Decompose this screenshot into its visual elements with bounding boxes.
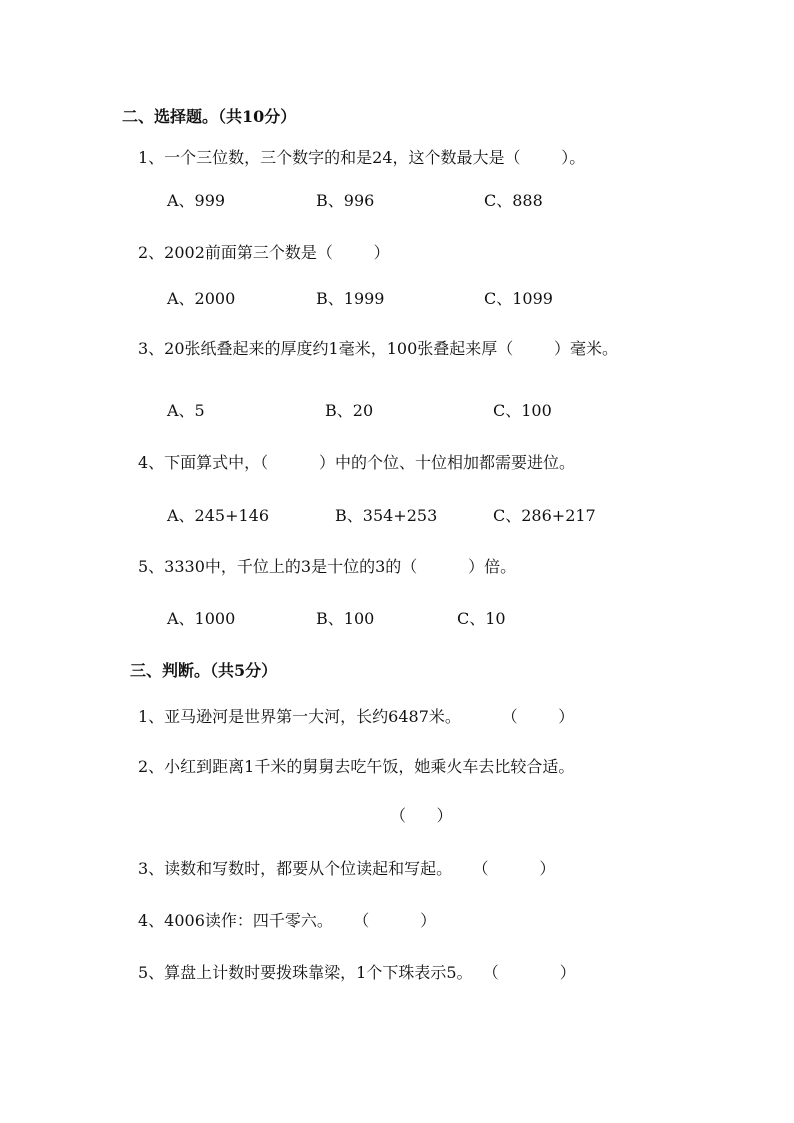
judge-item-2-blank: （ ）: [390, 806, 453, 825]
question-3: 3、20张纸叠起来的厚度约1毫米，100张叠起来厚（ ）毫米。: [138, 339, 618, 358]
judge-item-5: 5、算盘上计数时要拨珠靠梁，1个下珠表示5。 （ ）: [138, 963, 576, 982]
question-1: 1、一个三位数，三个数字的和是24，这个数最大是（ ）。: [138, 148, 586, 167]
q5-option-c: C、10: [457, 609, 506, 628]
q3-option-b: B、20: [325, 401, 374, 420]
q5-option-a: A、1000: [167, 609, 236, 628]
question-2: 2、2002前面第三个数是（ ）: [138, 243, 390, 262]
section3-title: 三、判断。（共5分）: [130, 661, 278, 680]
judge-item-2: 2、小红到距离1千米的舅舅去吃午饭，她乘火车去比较合适。: [138, 757, 575, 776]
q4-option-b: B、354+253: [335, 506, 438, 525]
q5-option-b: B、100: [316, 609, 375, 628]
q2-option-c: C、1099: [484, 289, 553, 308]
section2-title: 二、选择题。（共10分）: [122, 107, 297, 126]
question-4: 4、下面算式中，（ ）中的个位、十位相加都需要进位。: [138, 453, 576, 472]
q1-option-c: C、888: [484, 191, 543, 210]
q3-option-a: A、5: [167, 401, 205, 420]
q4-option-c: C、286+217: [493, 506, 596, 525]
judge-item-1: 1、亚马逊河是世界第一大河，长约6487米。 （ ）: [138, 707, 575, 726]
q3-option-c: C、100: [493, 401, 552, 420]
question-5: 5、3330中，千位上的3是十位的3的（ ）倍。: [138, 557, 517, 576]
q4-option-a: A、245+146: [167, 506, 270, 525]
q2-option-a: A、2000: [167, 289, 236, 308]
judge-item-4: 4、4006读作：四千零六。 （ ）: [138, 911, 437, 930]
judge-item-3: 3、读数和写数时，都要从个位读起和写起。 （ ）: [138, 859, 556, 878]
q1-option-b: B、996: [316, 191, 375, 210]
q1-option-a: A、999: [167, 191, 226, 210]
q2-option-b: B、1999: [316, 289, 385, 308]
